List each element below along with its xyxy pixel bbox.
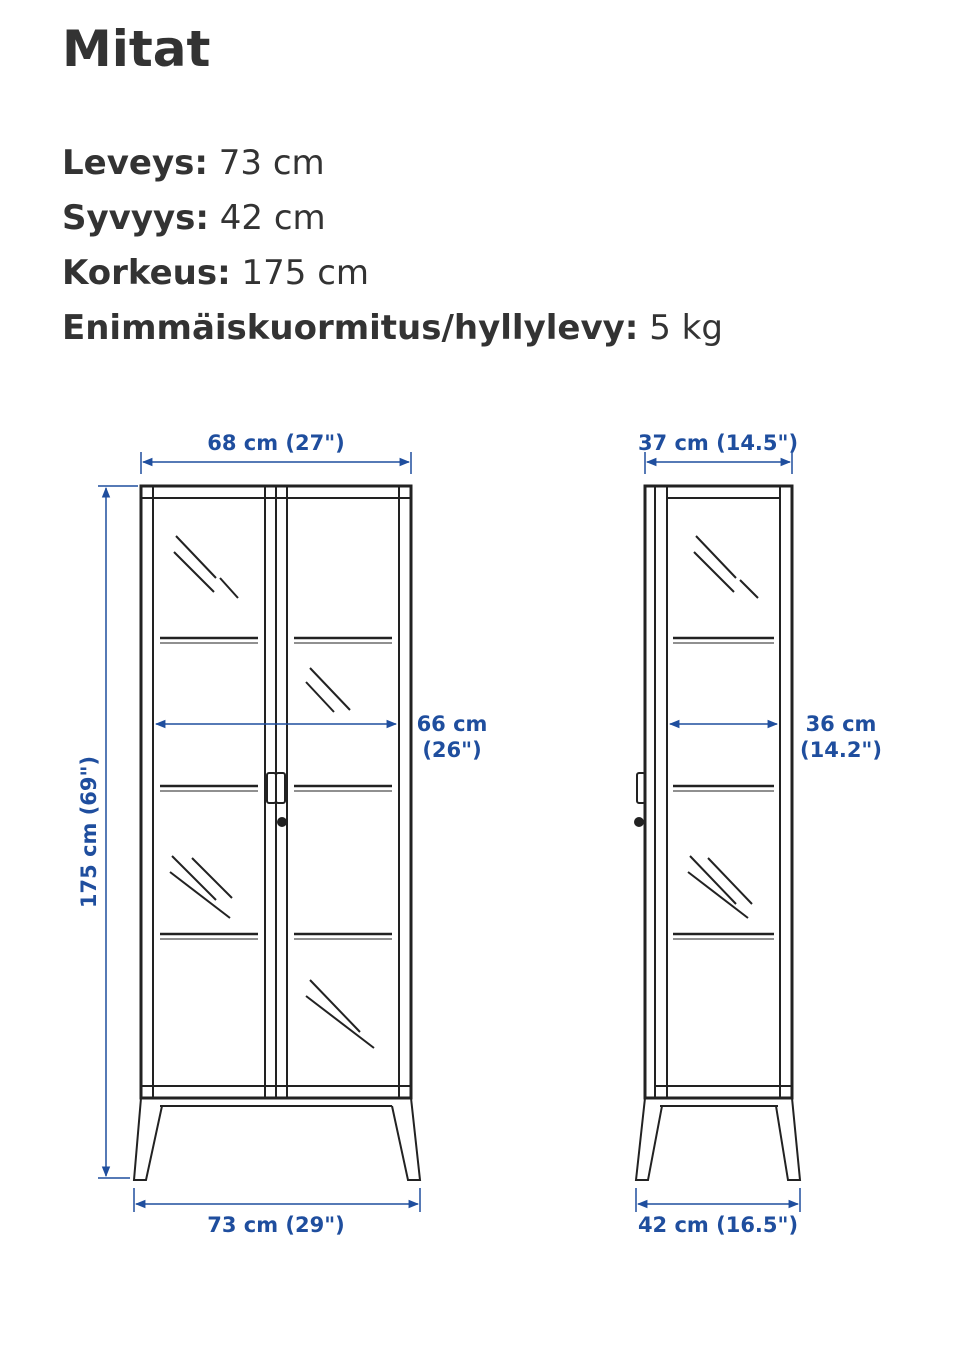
side-bottom-depth-label: 42 cm (16.5") xyxy=(637,1213,799,1237)
spec-label: Syvyys: xyxy=(62,198,209,238)
spec-label: Leveys: xyxy=(62,143,208,183)
front-inner-width-label: 66 cm xyxy=(416,712,488,736)
front-height-label: 175 cm (69") xyxy=(77,755,101,909)
spec-value: 42 cm xyxy=(219,198,326,238)
spec-value: 175 cm xyxy=(241,253,370,293)
front-inner-width-imperial-label: (26") xyxy=(422,738,482,762)
side-inner-depth-imperial-label: (14.2") xyxy=(800,738,882,762)
front-bottom-width-label: 73 cm (29") xyxy=(207,1213,345,1237)
side-top-depth-label: 37 cm (14.5") xyxy=(637,431,799,455)
side-inner-depth-label: 36 cm xyxy=(805,712,877,736)
spec-label: Enimmäiskuormitus/hyllylevy: xyxy=(62,308,639,348)
front-top-width-label: 68 cm (27") xyxy=(207,431,345,455)
spec-value: 73 cm xyxy=(218,143,325,183)
front-view-cabinet xyxy=(134,486,420,1180)
page-title: Mitat xyxy=(62,20,211,78)
spec-value: 5 kg xyxy=(649,308,723,348)
spec-label: Korkeus: xyxy=(62,253,231,293)
side-view-cabinet xyxy=(635,486,800,1180)
